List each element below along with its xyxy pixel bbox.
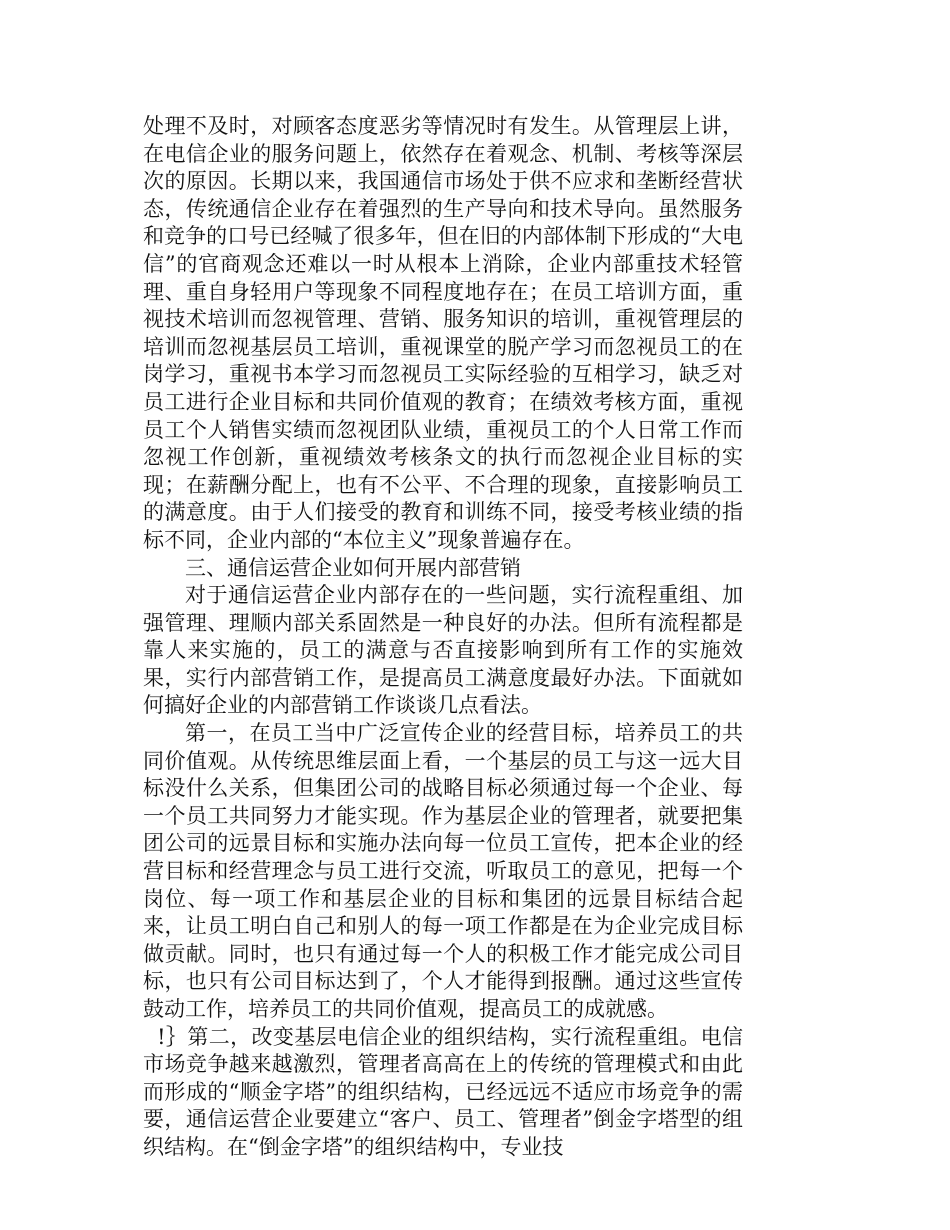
document-body bbox=[143, 113, 743, 1162]
paragraph-service-issues: 处理不及时，对顾客态度恶劣等情况时有发生。从管理层上讲，在电信企业的服务问题上，依然存在着观念、机制、考核等深层次的原因。长期以来，我国通信市场处于供不应求和垄断经营状态，传统通信企业存在着强烈的生产导向和技术导向。虽然服务和竞争的口号已经喊了很多年，但在旧的内部体制下形成的“大电信”的官商观念还难以一时从根本上消除，企业内部重技术轻管理、重自身轻用户等现象不同程度地存在；在员工培训方面，重视技术培训而忽视管理、营销、服务知识的培训，重视管理层的培训而忽视基层员工培训，重视课堂的脱产学习而忽视员工的在岗学习，重视书本学习而忽视员工实际经验的互相学习，缺乏对员工进行企业目标和共同价值观的教育；在绩效考核方面，重视员工个人销售实绩而忽视团队业绩，重视员工的个人日常工作而忽视工作创新，重视绩效考核条文的执行而忽视企业目标的实现；在薪酬分配上，也有不公平、不合理的现象，直接影响员工的满意度。由于人们接受的教育和训练不同，接受考核业绩的指标不同，企业内部的“本位主义”现象普遍存在。 bbox=[143, 114, 743, 552]
paragraph-second-point: !｝第二，改变基层电信企业的组织结构，实行流程重组。电信市场竞争越来越激烈，管理者高高在上的传统的管理模式和由此而形成的“顺金字塔”的组织结构，已经远远不适应市场竞争的需要，通信运营企业要建立“客户、员工、管理者”倒金字塔型的组织结构。在“倒金字塔”的组织结构中，专业技 bbox=[143, 1024, 743, 1159]
paragraph-first-point: 第一，在员工当中广泛宣传企业的经营目标，培养员工的共同价值观。从传统思维层面上看，一个基层的员工与这一远大目标没什么关系，但集团公司的战略目标必须通过每一个企业、每一个员工共同努力才能实现。作为基层企业的管理者，就要把集团公司的远景目标和实施办法向每一位员工宣传，把本企业的经营目标和经营理念与员工进行交流，听取员工的意见，把每一个岗位、每一项工作和基层企业的目标和集团的远景目标结合起来，让员工明白自己和别人的每一项工作都是在为企业完成目标做贡献。同时，也只有通过每一个人的积极工作才能完成公司目标，也只有公司目标达到了，个人才能得到报酬。通过这些宣传鼓动工作，培养员工的共同价值观，提高员工的成就感。 bbox=[143, 721, 743, 1021]
paragraph-internal-problems: 对于通信运营企业内部存在的一些问题，实行流程重组、加强管理、理顺内部关系固然是一种良好的办法。但所有流程都是靠人来实施的，员工的满意与否直接影响到所有工作的实施效果，实行内部营销工作，是提高员工满意度最好办法。下面就如何搞好企业的内部营销工作谈谈几点看法。 bbox=[143, 583, 743, 718]
section-heading-internal-marketing: 三、通信运营企业如何开展内部营销 bbox=[185, 555, 521, 580]
